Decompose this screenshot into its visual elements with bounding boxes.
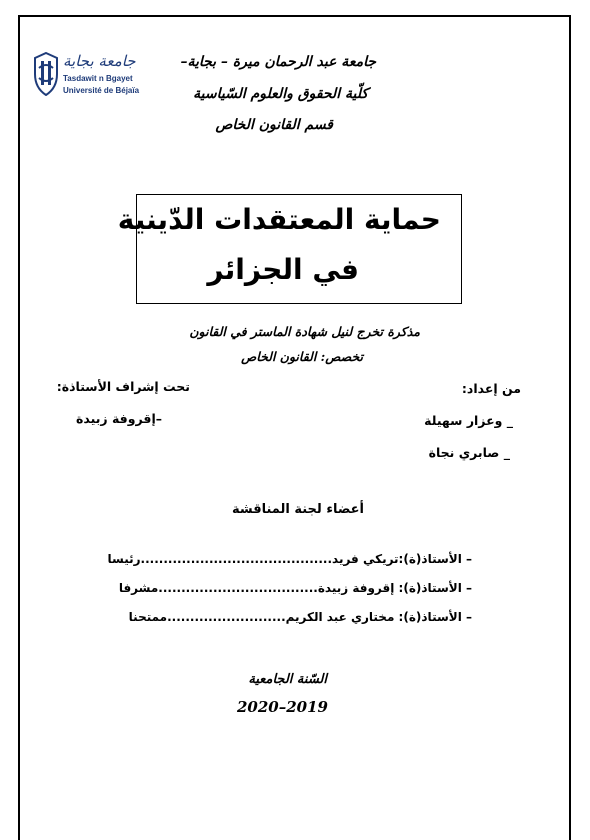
specialty-subtitle: تخصص: القانون الخاص [241,349,363,364]
faculty-name: كلّية الحقوق والعلوم السّياسية [193,86,368,102]
academic-year-value: 2020–2019 [237,698,328,716]
logo-line-1: Tasdawit n Bgayet [63,74,133,83]
committee-member-3: – الأستاذ(ة): مختاري عبد الكريم..........................ممتحنا [128,610,472,624]
student-1: _ وعزار سهيلة [424,413,513,428]
title-box [117,194,462,304]
supervision-label: تحت إشراف الأستاذة: [56,379,190,394]
title-line-2: في الجزائر [207,253,359,286]
committee-title: أعضاء لجنة المناقشة [231,502,364,517]
title-line-1: حماية المعتقدات الدّينية [117,203,441,236]
academic-year-label: السّنة الجامعية [248,672,327,687]
committee-member-2: – الأستاذ(ة): إقروفة زبيدة...................................مشرفا [118,581,472,595]
university-name: جامعة عبد الرحمان ميرة – بجاية– [180,54,376,70]
supervisor-name: –إقروفة زبيدة [76,411,162,426]
prepared-by-label: من إعداد: [461,381,521,396]
logo-arabic-name: جامعة بجاية [63,52,136,70]
university-emblem-icon [33,52,59,96]
committee-member-1: – الأستاذ(ة):تريكي فريد..........................................رئيسا [107,552,472,566]
logo-line-2: Université de Béjaïa [63,86,140,95]
department-name: قسم القانون الخاص [215,117,333,133]
student-2: _ صابري نجاة [428,445,510,460]
degree-subtitle: مذكرة تخرج لنيل شهادة الماستر في القانون [189,324,420,339]
